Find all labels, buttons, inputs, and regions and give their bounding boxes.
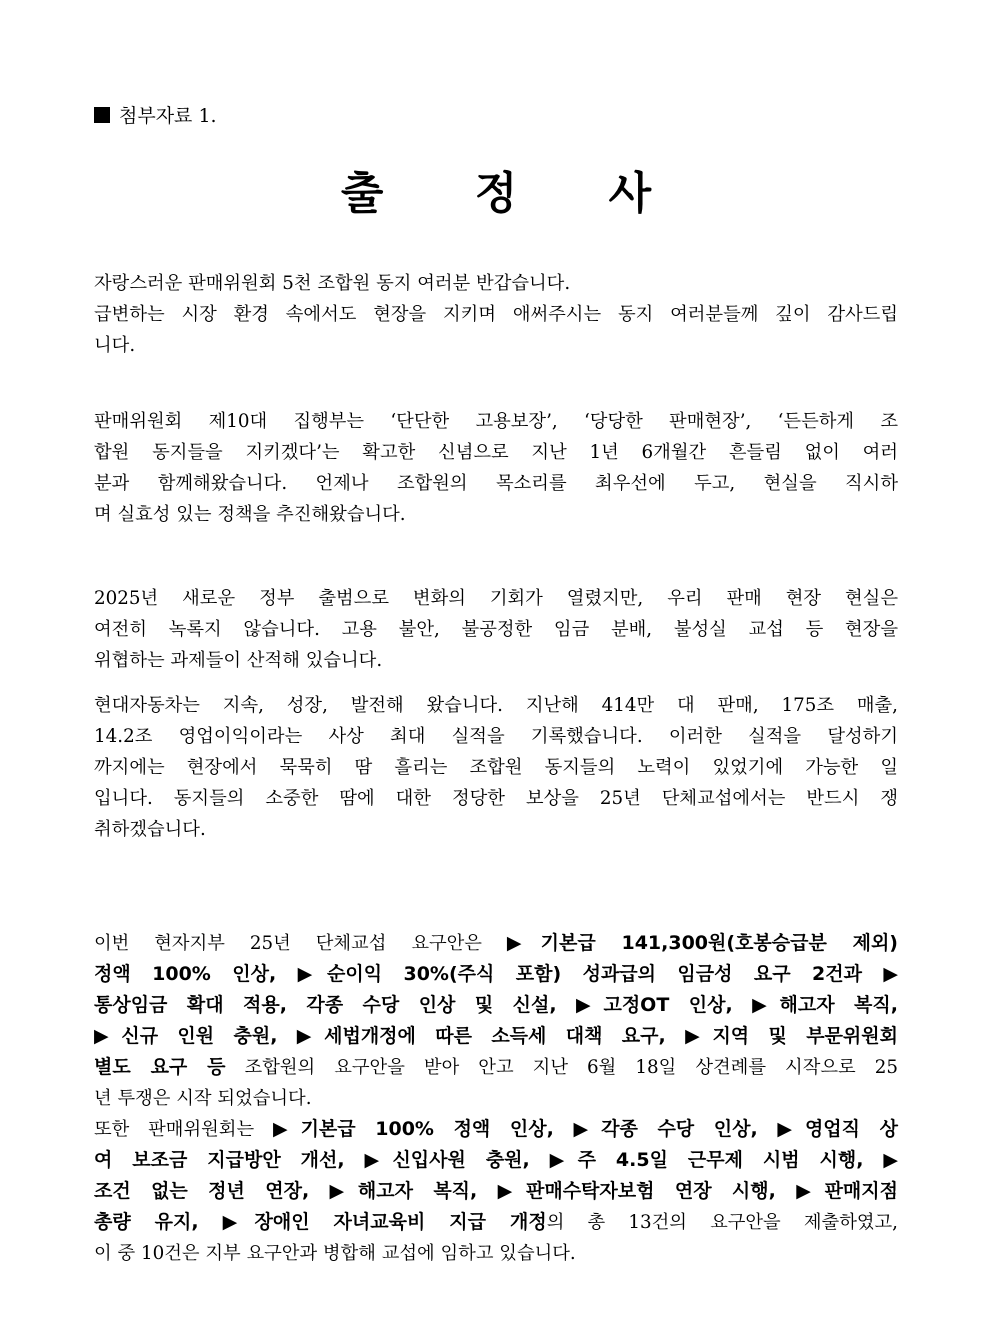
plain-text: 이 중 10건은 지부 요구안과 병합해 교섭에 임하고 있습니다. <box>94 1243 576 1264</box>
paragraph-line <box>94 1052 898 1083</box>
paragraph-line: 자랑스러운 판매위원회 5천 조합원 동지 여러분 반갑습니다. <box>94 273 571 294</box>
paragraph-line <box>94 959 898 990</box>
paragraph-line: 현대자동차는 지속, 성장, 발전해 왔습니다. 지난해 414만 대 판매, 175조 매출, <box>94 695 898 716</box>
paragraph-line <box>94 1176 898 1207</box>
plain-text: 이번 현자지부 25년 단체교섭 요구안은 <box>94 933 507 954</box>
paragraph-line: 2025년 새로운 정부 출범으로 변화의 기회가 열렸지만, 우리 판매 현장 현실은 <box>94 588 898 609</box>
bold-text: 통상임금 확대 적용, 각종 수당 인상 및 신설, ▶고정OT 인상, ▶해고자 복직, <box>94 994 898 1016</box>
paragraph-line: 니다. <box>94 335 136 356</box>
paragraph-line: 판매위원회 제10대 집행부는 ‘단단한 고용보장’, ‘당당한 판매현장’, ‘든든하게 조 <box>94 411 898 432</box>
paragraph-executive <box>94 406 898 530</box>
paragraph-line <box>94 1238 898 1269</box>
paragraph-line: 며 실효성 있는 정책을 추진해왔습니다. <box>94 504 406 525</box>
paragraph-performance <box>94 690 898 845</box>
paragraph-demands <box>94 928 898 1269</box>
paragraph-line: 위협하는 과제들이 산적해 있습니다. <box>94 650 383 671</box>
bold-text: ▶신규 인원 충원, ▶세법개정에 따른 소득세 대책 요구, ▶지역 및 부문위원회 <box>94 1025 898 1047</box>
paragraph-line <box>94 928 898 959</box>
paragraph-line <box>94 1083 898 1114</box>
bold-text: 여 보조금 지급방안 개선, ▶신입사원 충원, ▶주 4.5일 근무제 시범 시행, ▶ <box>94 1149 898 1171</box>
bold-text: 조건 없는 정년 연장, ▶해고자 복직, ▶판매수탁자보험 연장 시행, ▶판매지점 <box>94 1180 898 1202</box>
paragraph-line <box>94 1207 898 1238</box>
attachment-label-text: 첨부자료 1. <box>119 105 217 127</box>
paragraph-line: 합원 동지들을 지키겠다’는 확고한 신념으로 지난 1년 6개월간 흔들림 없이 여러 <box>94 442 898 463</box>
paragraph-line <box>94 1145 898 1176</box>
paragraph-greeting <box>94 268 898 361</box>
paragraph-situation <box>94 583 898 676</box>
paragraph-line: 14.2조 영업이익이라는 사상 최대 실적을 기록했습니다. 이러한 실적을 달성하기 <box>94 726 898 747</box>
paragraph-line <box>94 1021 898 1052</box>
page-title: 출 정 사 <box>340 168 690 219</box>
black-square-icon <box>94 107 110 123</box>
paragraph-line <box>94 1114 898 1145</box>
paragraph-line <box>94 990 898 1021</box>
bold-text: 총량 유지, ▶장애인 자녀교육비 지급 개정 <box>94 1211 547 1233</box>
plain-text: 년 투쟁은 시작 되었습니다. <box>94 1088 312 1109</box>
paragraph-line: 분과 함께해왔습니다. 언제나 조합원의 목소리를 최우선에 두고, 현실을 직시하 <box>94 473 898 494</box>
plain-text: 또한 판매위원회는 <box>94 1119 273 1140</box>
paragraph-line: 여전히 녹록지 않습니다. 고용 불안, 불공정한 임금 분배, 불성실 교섭 등 현장을 <box>94 619 898 640</box>
plain-text: 조합원의 요구안을 받아 안고 지난 6월 18일 상견례를 시작으로 25 <box>225 1057 898 1078</box>
paragraph-line: 급변하는 시장 환경 속에서도 현장을 지키며 애써주시는 동지 여러분들께 깊이 감사드립 <box>94 304 898 325</box>
bold-text: ▶기본급 100% 정액 인상, ▶각종 수당 인상, ▶영업직 상 <box>272 1118 899 1140</box>
bold-text: 별도 요구 등 <box>94 1056 226 1078</box>
paragraph-line: 입니다. 동지들의 소중한 땀에 대한 정당한 보상을 25년 단체교섭에서는 반드시 쟁 <box>94 788 898 809</box>
paragraph-line: 취하겠습니다. <box>94 819 206 840</box>
attachment-label <box>94 102 217 130</box>
bold-text: 정액 100% 인상, ▶순이익 30%(주식 포함) 성과급의 임금성 요구 2건과 ▶ <box>94 963 899 985</box>
bold-text: ▶기본급 141,300원(호봉승급분 제외) <box>506 932 898 954</box>
paragraph-line: 까지에는 현장에서 묵묵히 땀 흘리는 조합원 동지들의 노력이 있었기에 가능한 일 <box>94 757 898 778</box>
plain-text: 의 총 13건의 요구안을 제출하였고, <box>546 1212 898 1233</box>
